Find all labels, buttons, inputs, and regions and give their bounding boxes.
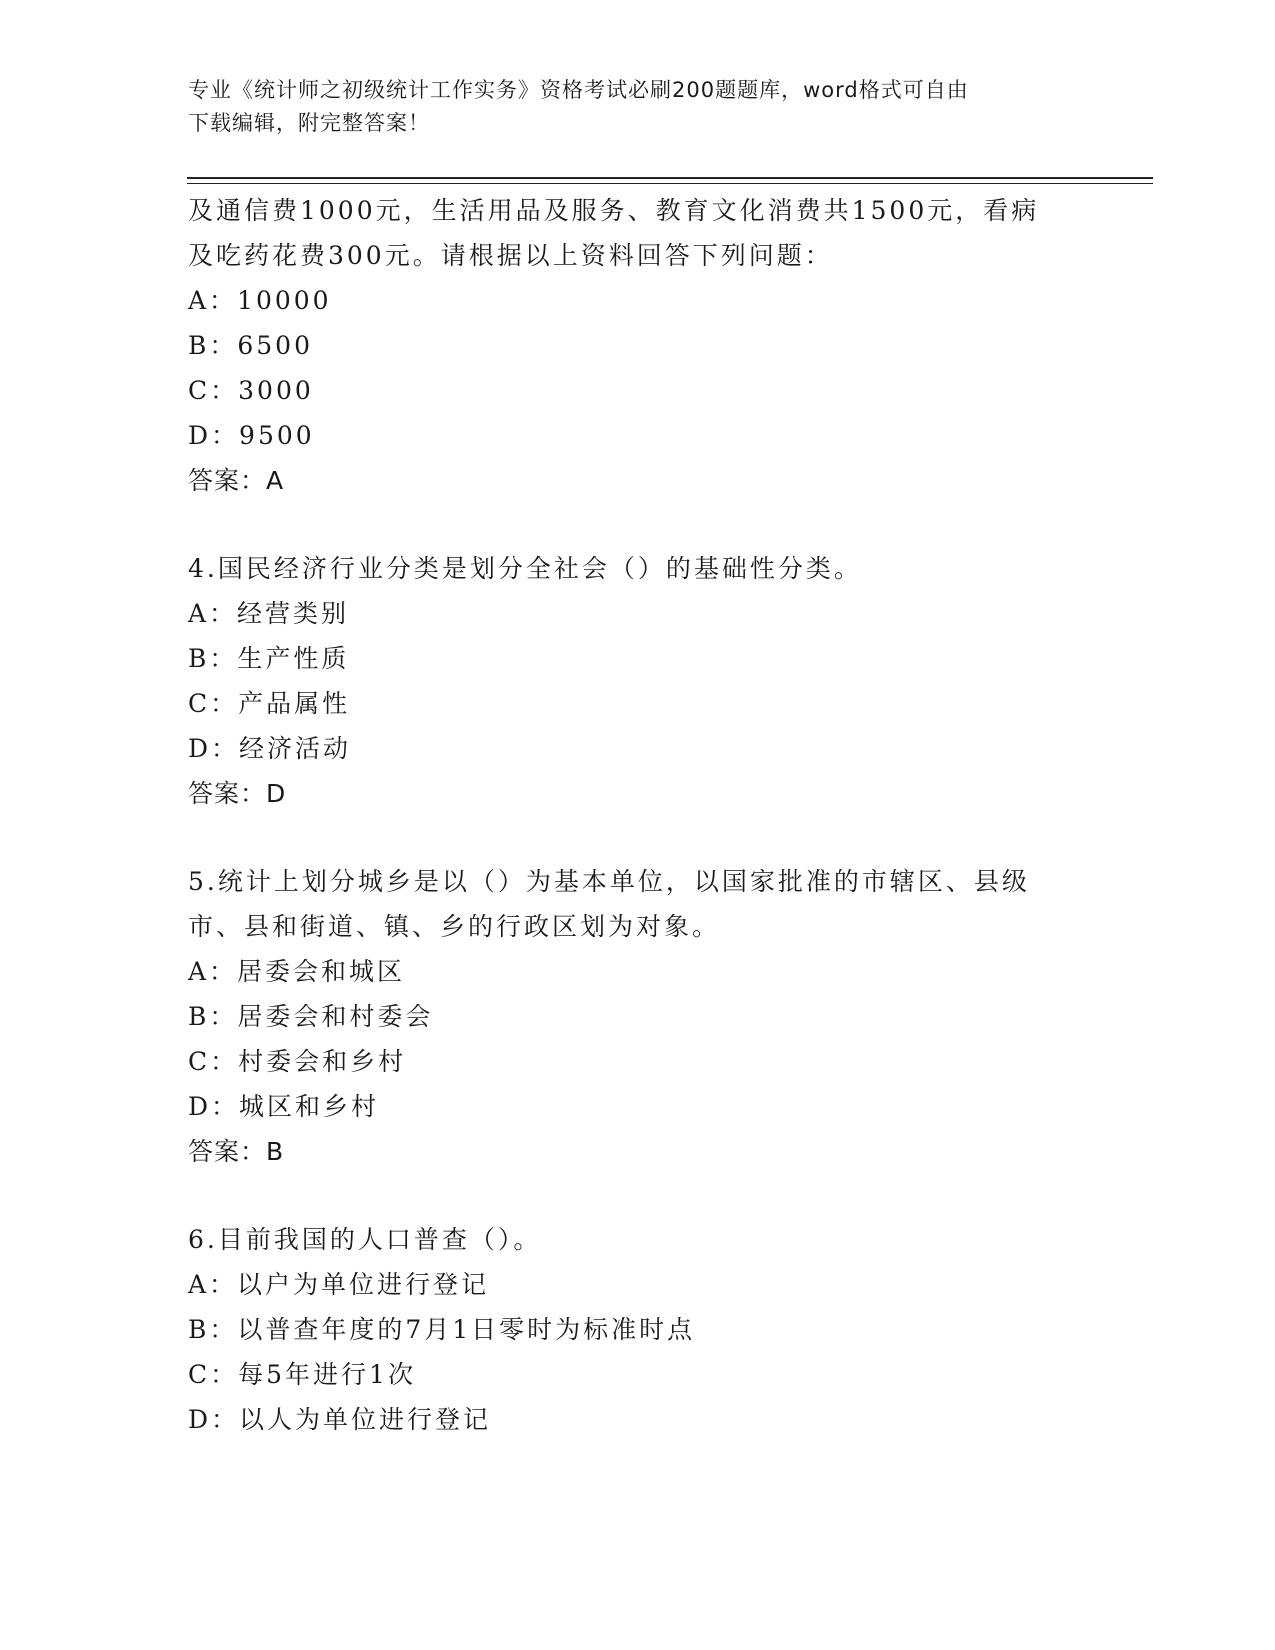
question-spacer bbox=[188, 816, 1068, 859]
option-a: A：居委会和城区 bbox=[188, 957, 406, 986]
question-stem-line: 4.国民经济行业分类是划分全社会（）的基础性分类。 bbox=[188, 554, 862, 583]
option-b: B：6500 bbox=[188, 331, 313, 360]
question-stem-line: 及通信费1000元，生活用品及服务、教育文化消费共1500元，看病 bbox=[188, 196, 1040, 225]
option-b: B：以普查年度的7月1日零时为标准时点 bbox=[188, 1315, 696, 1344]
option-c: C：产品属性 bbox=[188, 689, 351, 718]
option-d: D：9500 bbox=[188, 421, 315, 450]
option-d: D：经济活动 bbox=[188, 734, 352, 763]
header-divider-thin bbox=[187, 183, 1153, 184]
option-c: C：3000 bbox=[188, 376, 314, 405]
question-spacer bbox=[188, 503, 1068, 546]
question-3 bbox=[188, 188, 1068, 503]
question-5 bbox=[188, 859, 1068, 1174]
question-list bbox=[188, 188, 1068, 1442]
header-title-line-2: 下载编辑，附完整答案！ bbox=[188, 111, 430, 135]
question-4 bbox=[188, 546, 1068, 816]
option-d: D：以人为单位进行登记 bbox=[188, 1405, 492, 1434]
question-stem-line: 市、县和街道、镇、乡的行政区划为对象。 bbox=[188, 912, 721, 941]
option-c: C：村委会和乡村 bbox=[188, 1047, 407, 1076]
question-stem-line: 及吃药花费300元。请根据以上资料回答下列问题： bbox=[188, 241, 833, 270]
document-header bbox=[188, 74, 1068, 140]
question-spacer bbox=[188, 1174, 1068, 1217]
answer-line: 答案：D bbox=[188, 779, 287, 808]
question-stem-line: 6.目前我国的人口普查（）。 bbox=[188, 1225, 542, 1254]
option-b: B：生产性质 bbox=[188, 644, 350, 673]
question-6 bbox=[188, 1217, 1068, 1442]
header-divider-thick bbox=[187, 177, 1153, 179]
header-title-line-1: 专业《统计师之初级统计工作实务》资格考试必刷200题题库，word格式可自由 bbox=[188, 78, 969, 102]
option-b: B：居委会和村委会 bbox=[188, 1002, 434, 1031]
option-a: A：以户为单位进行登记 bbox=[188, 1270, 490, 1299]
option-a: A：10000 bbox=[188, 286, 332, 315]
option-a: A：经营类别 bbox=[188, 599, 350, 628]
option-d: D：城区和乡村 bbox=[188, 1092, 380, 1121]
answer-line: 答案：B bbox=[188, 1137, 285, 1166]
answer-line: 答案：A bbox=[188, 466, 285, 495]
option-c: C：每5年进行1次 bbox=[188, 1360, 416, 1389]
question-stem-line: 5.统计上划分城乡是以（）为基本单位，以国家批准的市辖区、县级 bbox=[188, 867, 1030, 896]
